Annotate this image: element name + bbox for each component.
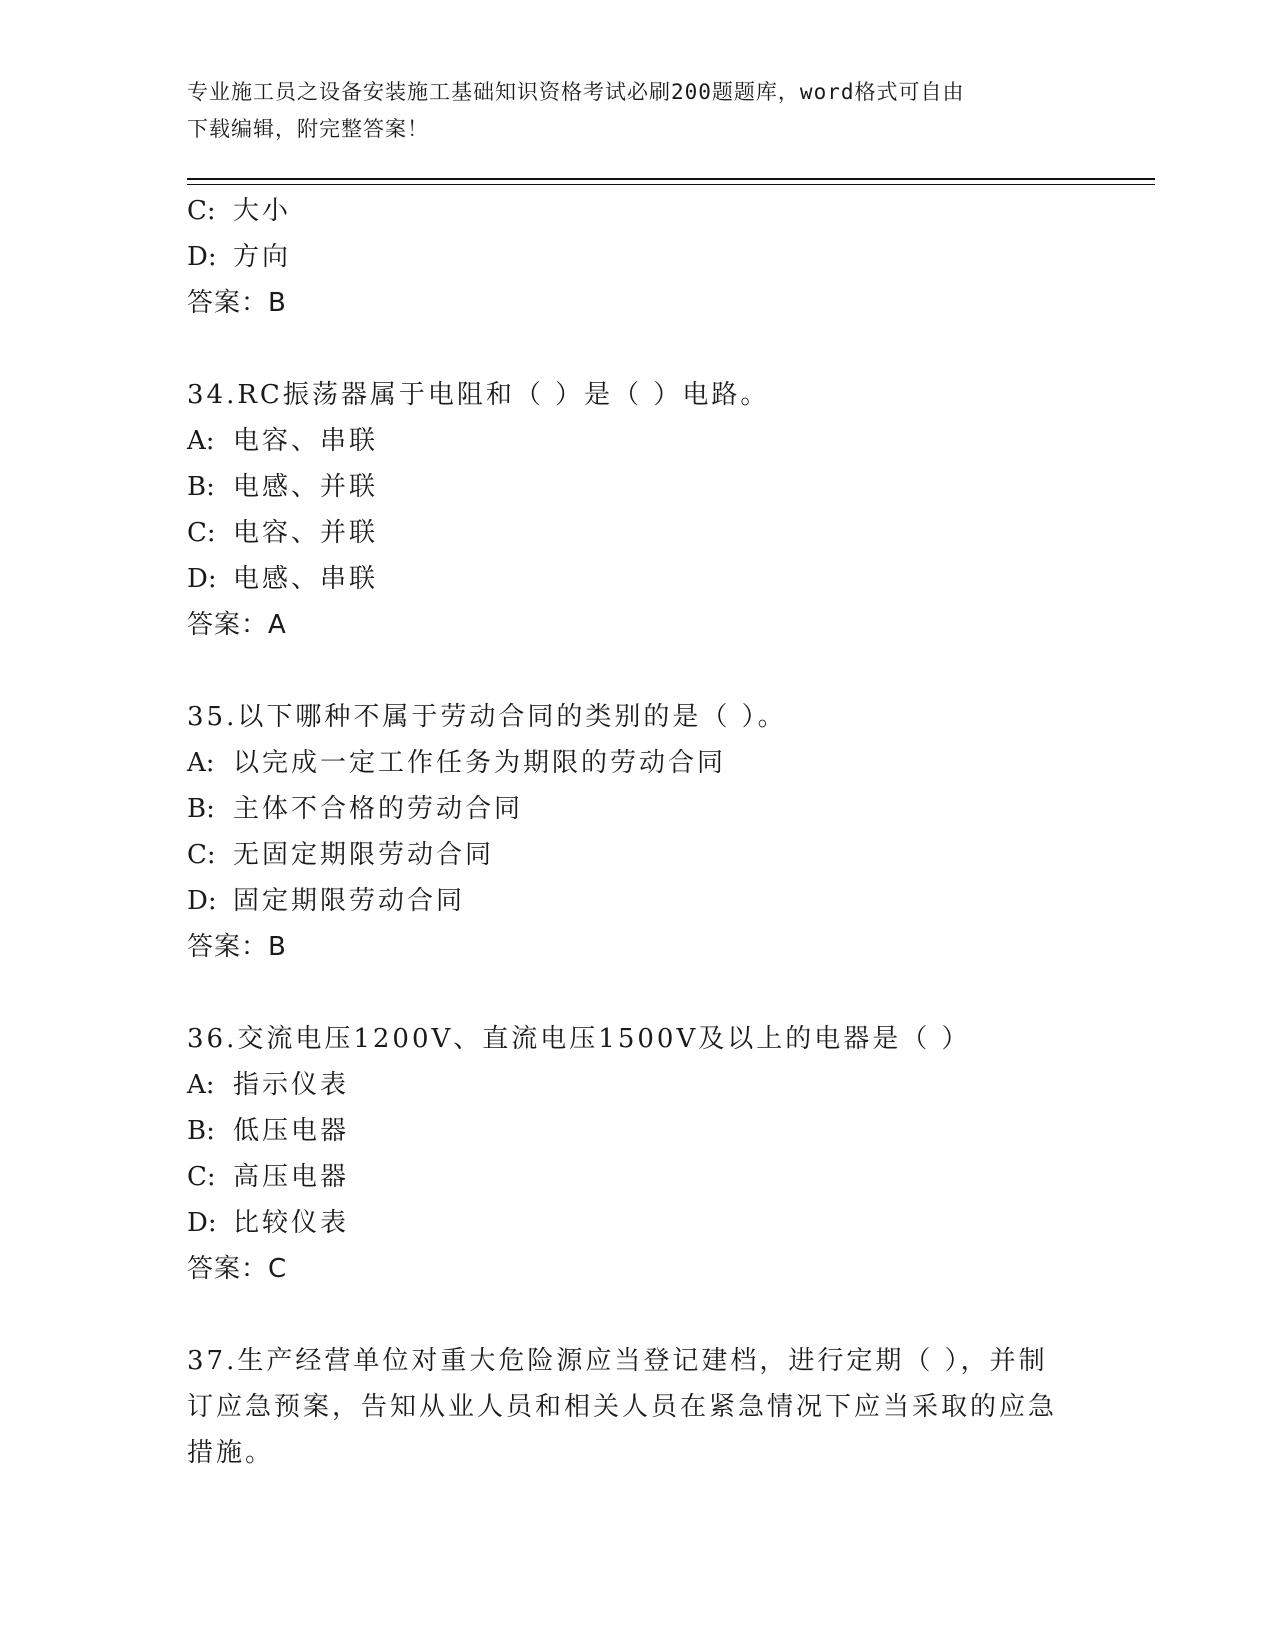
option-letter: A: (187, 748, 215, 778)
question-list (187, 188, 1097, 1476)
question-stem-line: 措施。 (187, 1438, 275, 1468)
option-letter: B: (187, 794, 215, 824)
option-d (187, 234, 1097, 280)
option-text: 高压电器 (233, 1162, 350, 1192)
option-text: 大小 (233, 196, 292, 226)
option-text: 低压电器 (233, 1116, 350, 1146)
question-stem: 34.RC振荡器属于电阻和（ ）是（ ）电路。 (187, 380, 770, 410)
answer-line: 答案：B (187, 932, 287, 962)
option-letter: C: (187, 1162, 216, 1192)
question-stem-line: 订应急预案，告知从业人员和相关人员在紧急情况下应当采取的应急 (187, 1392, 1058, 1422)
option-text: 无固定期限劳动合同 (233, 840, 495, 870)
option-text: 方向 (233, 242, 292, 272)
option-text: 电感、并联 (233, 472, 379, 502)
option-text: 电容、串联 (233, 426, 379, 456)
option-letter: C: (187, 840, 216, 870)
option-letter: C: (187, 518, 216, 548)
option-text: 以完成一定工作任务为期限的劳动合同 (233, 748, 727, 778)
option-letter: D: (187, 1208, 217, 1238)
question-stem: 35.以下哪种不属于劳动合同的类别的是（ ）。 (187, 702, 787, 732)
option-b (187, 1108, 1097, 1154)
option-letter: B: (187, 472, 215, 502)
option-b (187, 464, 1097, 510)
header-line-2: 下载编辑，附完整答案！ (187, 117, 429, 141)
question-stem: 36.交流电压1200V、直流电压1500V及以上的电器是（ ） (187, 1024, 971, 1054)
option-c (187, 510, 1097, 556)
option-a (187, 1062, 1097, 1108)
header-line-1: 专业施工员之设备安装施工基础知识资格考试必刷200题题库，word格式可自由 (187, 80, 965, 104)
option-d (187, 556, 1097, 602)
option-letter: B: (187, 1116, 215, 1146)
header-divider-thin (187, 184, 1155, 185)
option-text: 电感、串联 (233, 564, 379, 594)
answer-line: 答案：C (187, 1254, 288, 1284)
option-letter: D: (187, 564, 217, 594)
option-letter: D: (187, 886, 217, 916)
question-stem-line: 37.生产经营单位对重大危险源应当登记建档，进行定期（ ），并制 (187, 1346, 1048, 1376)
answer-line: 答案：B (187, 288, 287, 318)
option-c (187, 832, 1097, 878)
option-text: 指示仪表 (233, 1070, 350, 1100)
option-text: 固定期限劳动合同 (233, 886, 466, 916)
option-text: 主体不合格的劳动合同 (233, 794, 524, 824)
document-header (187, 74, 1087, 148)
option-b (187, 786, 1097, 832)
option-letter: A: (187, 426, 215, 456)
option-letter: D: (187, 242, 217, 272)
header-divider-thick (187, 178, 1155, 180)
option-letter: C: (187, 196, 216, 226)
option-c (187, 1154, 1097, 1200)
option-letter: A: (187, 1070, 215, 1100)
option-text: 电容、并联 (233, 518, 379, 548)
option-a (187, 740, 1097, 786)
option-a (187, 418, 1097, 464)
option-d (187, 878, 1097, 924)
answer-line: 答案：A (187, 610, 287, 640)
option-c (187, 188, 1097, 234)
option-text: 比较仪表 (233, 1208, 350, 1238)
option-d (187, 1200, 1097, 1246)
